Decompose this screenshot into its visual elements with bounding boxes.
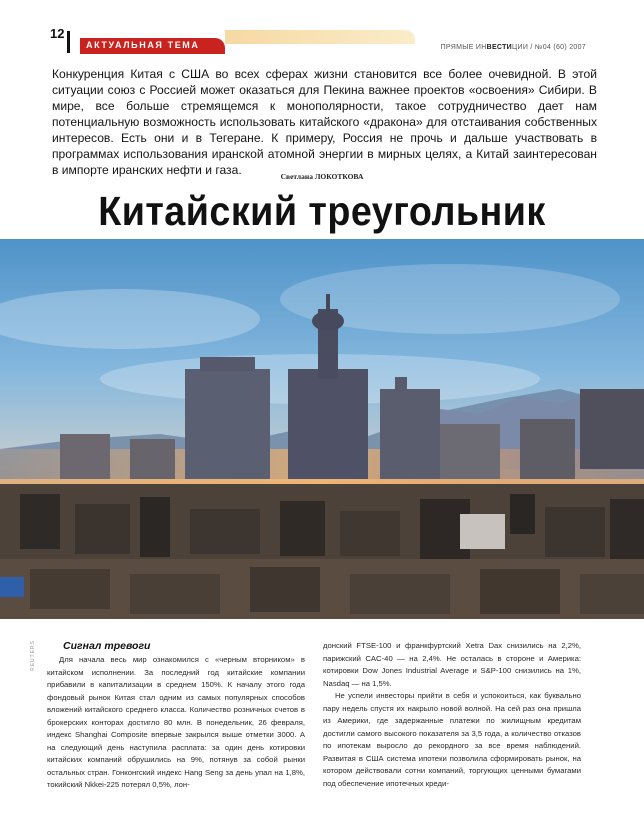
article-column-1 xyxy=(47,640,305,792)
headline: Китайский треугольник xyxy=(98,188,546,234)
lead-paragraph: Конкуренция Китая с США во всех сферах жизни становится все более очевидной. В этой ситуации союз с Россией может оказаться для Пекина важнее проектов «освоения» Сибири. В мире, все больше стремящемся к монополярности, такое сотрудничество дает нам потенциальную возможность использовать китайского «дракона» для отстаивания собственных интересов. Есть они и в Тегеране. К примеру, Россия не прочь и дальше участвовать в программах использования иранской атомной энергии в мирных целях, а Китай заинтересован в импорте иранских нефти и газа. xyxy=(52,67,597,177)
publication-issue: ЦИИ / №04 (60) 2007 xyxy=(512,44,586,51)
byline: Светлана ЛОКОТКОВА xyxy=(280,172,364,181)
article-paragraph: Для начала весь мир ознакомился с «черным вторником» в китайском исполнении. За последний год китайские компании прибавили в капитализации в среднем 150%. К началу этого года фондовый рынок Китая стал одним из самых популярных способов вложений китайского среднего класса. Количество розничных счетов в брокерских конторах достигло 80 млн. В понедельник, 26 февраля, индекс Shanghai Composite впервые закрылся выше отметки 3000. А на следующий день наступила расплата: за один день котировки китайских компаний обрушились на 9%, потянув за собой рынки остальных стран. Гонконгский индекс Hang Seng за день упал на 1,8%, токийский Nkkei-225 потерял 0,5%, лон- xyxy=(47,655,305,789)
section-label: АКТУАЛЬНАЯ ТЕМА xyxy=(86,40,200,50)
publication-bold: ВЕСТИ xyxy=(486,44,513,51)
publication-info xyxy=(441,44,586,51)
article-paragraph: донский FTSE-100 и франкфуртский Xetra Dax снизились на 2,2%, парижский CAC-40 — на 2,4%. Не осталась в стороне и Америка: котировки Dow Jones Industrial Average и S&P-100 снизились на 1%, Nasdaq — на 1,5%. xyxy=(323,641,581,688)
article-paragraph: Не успели инвесторы прийти в себя и успокоиться, как буквально пару недель спустя их накрыло новой волной. На сей раз она пришла из Америки, где задержанные платежи по жилищным кредитам достигли самого высокого показателя за 3,5 года, а количество отказов по ипотекам выросло до рекордного за все время наблюдений. Развитая в США система ипотеки позволила сформировать рынок, на котором действовали сотни компаний, торгующих ценными бумагами под обеспечение ипотечных креди- xyxy=(323,691,581,788)
page-number-divider xyxy=(67,31,70,53)
city-skyline-photo xyxy=(0,239,644,619)
page-number: 12 xyxy=(50,26,65,41)
skyline-illustration xyxy=(0,239,644,619)
article-column-2 xyxy=(323,640,581,790)
publication-prefix: ПРЯМЫЕ ИН xyxy=(440,44,487,51)
header-accent-fade xyxy=(225,30,415,44)
photo-credit: REUTERS xyxy=(30,640,36,671)
article-subhead: Сигнал тревоги xyxy=(63,640,151,652)
